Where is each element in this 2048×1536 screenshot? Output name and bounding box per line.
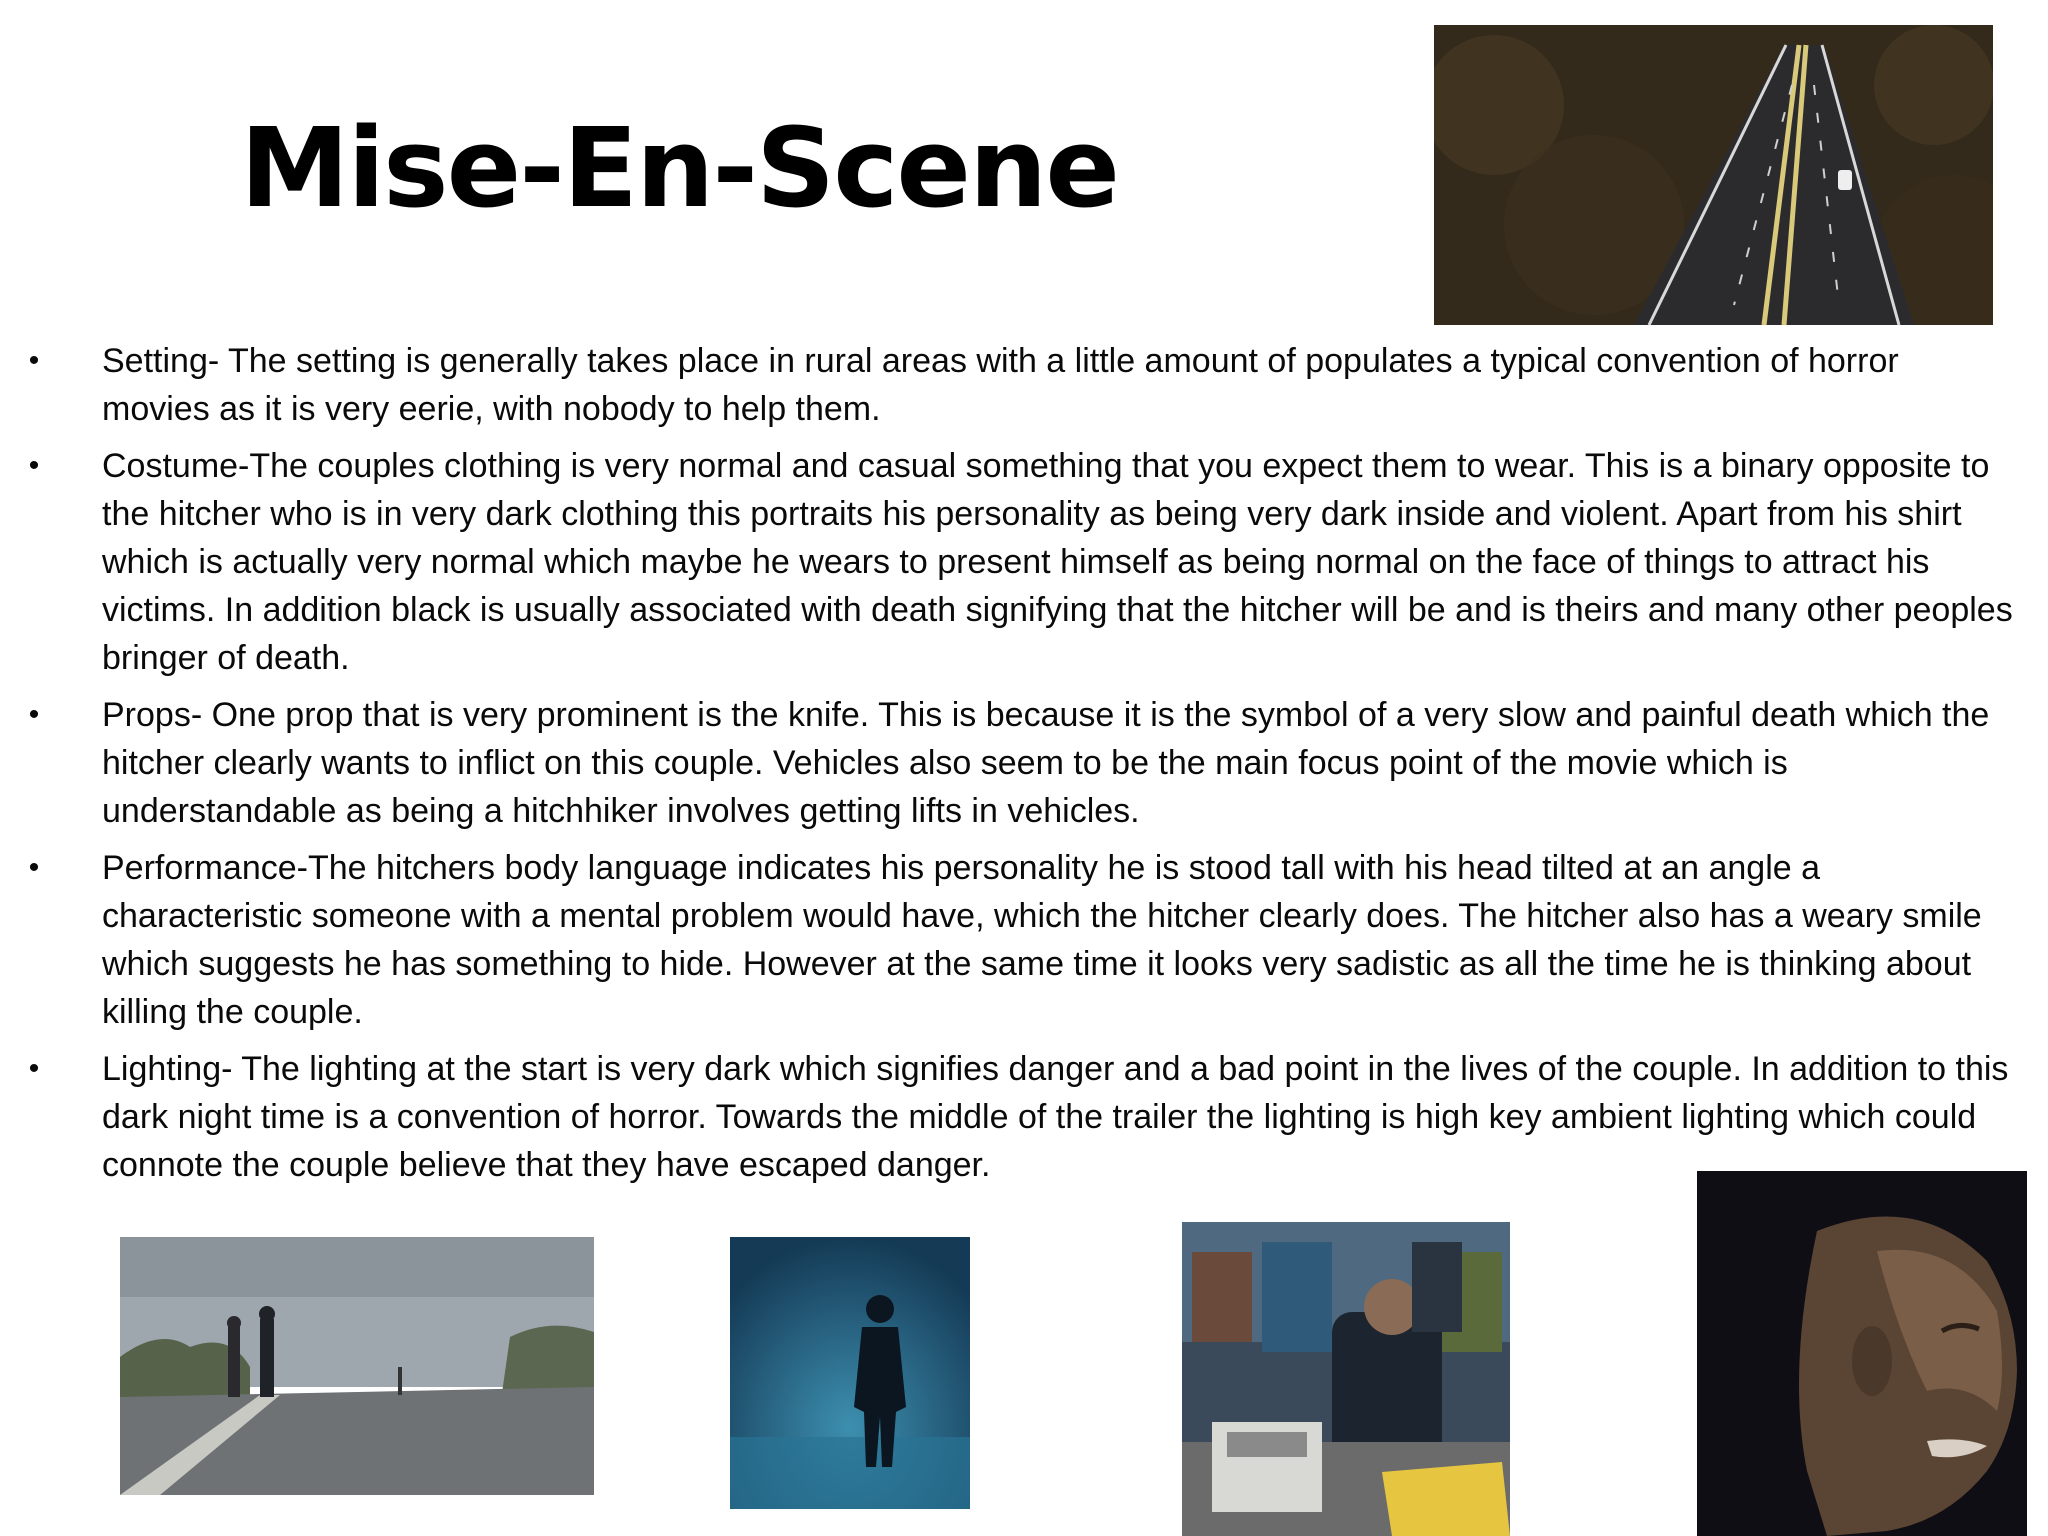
bullet-marker: • (28, 449, 40, 482)
hitcher-silhouette-photo (730, 1237, 970, 1509)
bullet-text: Performance-The hitchers body language indicates his personality he is stood tall with his head tilted at an angle a characteristic someone with a mental problem would have, which the hitcher clearly does. The hitcher also has a weary smile which suggests he has something to hide. However at the same time it looks very sadistic as all the time he is thinking about killing the couple. (102, 849, 1982, 1031)
couple-on-road-photo (120, 1237, 594, 1495)
bullet-text: Props- One prop that is very prominent is the knife. This is because it is the symbol of a very slow and painful death which the hitcher clearly wants to inflict on this couple. Vehicles also seem to be the main focus point of the movie which is understandable as being a hitchhiker involves getting lifts in vehicles. (102, 696, 1990, 830)
bullet-list (24, 337, 2014, 1198)
bullet-marker: • (28, 344, 40, 377)
store-counter-photo (1182, 1222, 1510, 1536)
highway-night-photo (1434, 25, 1993, 325)
hitcher-face-photo (1697, 1171, 2027, 1536)
bullet-performance (24, 844, 2014, 1036)
bullet-lighting (24, 1045, 2014, 1189)
slide-title: Mise-En-Scene (240, 104, 1118, 232)
bullet-marker: • (28, 851, 40, 884)
bullet-setting (24, 337, 2014, 433)
bullet-marker: • (28, 1052, 40, 1085)
bullet-props (24, 691, 2014, 835)
bullet-marker: • (28, 698, 40, 731)
bullet-costume (24, 442, 2014, 682)
bullet-text: Costume-The couples clothing is very normal and casual something that you expect them to wear. This is a binary opposite to the hitcher who is in very dark clothing this portraits his personality as being very dark inside and violent. Apart from his shirt which is actually very normal which maybe he wears to present himself as being normal on the face of things to attract his victims. In addition black is usually associated with death signifying that the hitcher will be and is theirs and many other peoples bringer of death. (102, 447, 2013, 677)
bullet-text: Setting- The setting is generally takes place in rural areas with a little amount of populates a typical convention of horror movies as it is very eerie, with nobody to help them. (102, 342, 1899, 428)
bullet-text: Lighting- The lighting at the start is very dark which signifies danger and a bad point in the lives of the couple. In addition to this dark night time is a convention of horror. Towards the middle of the trailer the lighting is high key ambient lighting which could connote the couple believe that they have escaped danger. (102, 1050, 2009, 1184)
